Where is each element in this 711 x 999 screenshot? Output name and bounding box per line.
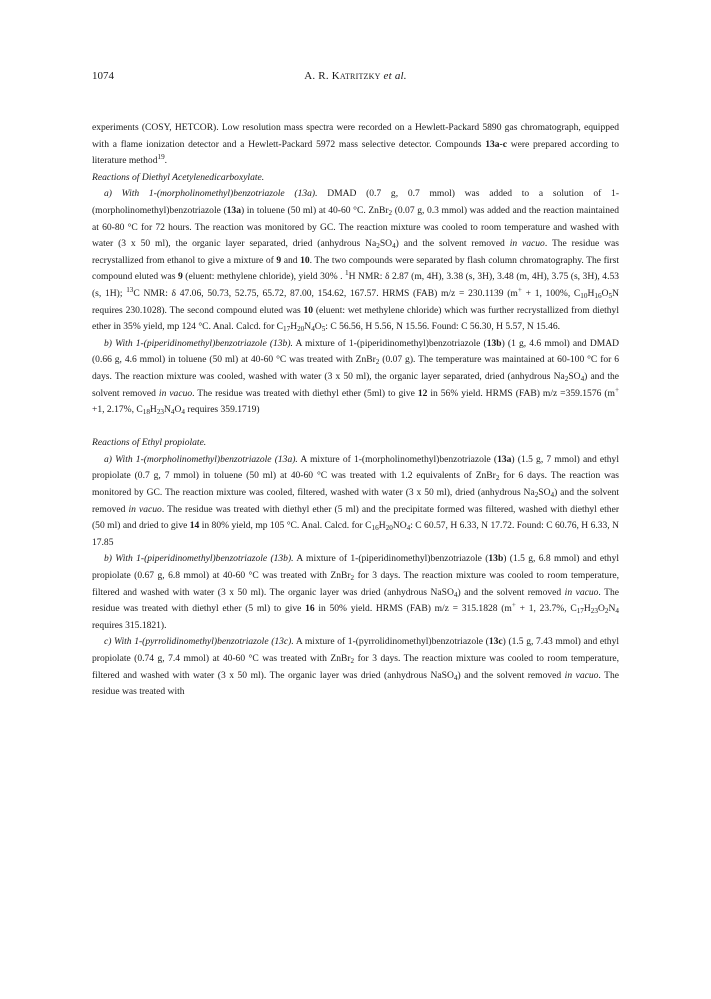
text-run: +1, 2.17%, C [92,404,143,416]
compound-number: 16 [305,603,315,615]
text-run: ) (1.5 g, 7 mmol) and ethyl propiolate (0.7 g, 7 mmol) in toluene (50 ml) at 40-60 °C was treated with 1.2 equivalents of ZnBr [92,453,619,482]
text-run: A mixture of 1-(piperidinomethyl)benzotriazole ( [293,553,489,565]
text-run: . The residue was recrystallized from ethanol to give a mixture of [92,238,619,266]
text-run: for 6 days. The reaction was monitored by GC. The reaction mixture was cooled, filtered, washed with water (3 x 50 ml), dried (anhydrous Na [92,470,619,499]
subscript: 2 [495,474,500,483]
compound-number: 13b [486,337,502,349]
text-run: ) (1.5 g, 7.43 mmol) and ethyl propiolate (0.74 g, 7.4 mmol) at 40-60 °C was treated with ZnBr [92,636,620,664]
text-run: A mixture of 1-(pyrrolidinomethyl)benzotriazole ( [293,636,489,648]
compound-number: 9 [276,254,282,266]
superscript: 19 [157,153,165,162]
text-run: H [587,287,595,299]
page-number: 1074 [92,70,114,82]
subscript: 23 [590,607,598,616]
superscript: + [517,285,522,294]
compound-number: 12 [417,387,428,399]
section-heading-ethyl-propiolate: Reactions of Ethyl propiolate. [92,437,207,449]
text-run: . [164,155,168,167]
subscript: 5 [321,325,326,334]
procedure-label: b) With 1-(piperidinomethyl)benzotriazole (13b). [104,553,294,565]
text-run: . The residue was treated with diethyl ether (5 ml) and the precipitate formed was filtered, washed with diethyl ether (50 ml) and dried to give [92,503,619,532]
text-run: + 1, 100%, C [521,287,581,299]
superscript: + [511,601,516,610]
text-run: requires 359.1719) [185,404,260,416]
text-run: . The residue was treated with diethyl ether (5 ml) to give [92,586,620,615]
text-run: : C 60.57, H 6.33, N 17.72. Found: C 60.76, H 6.33, N 17.85 [92,520,620,548]
text-run: ) (1 g, 4.6 mmol) and DMAD (0.66 g, 4.6 mmol) in toluene (50 ml) at 40-60 °C was treated with ZnBr [92,337,619,366]
text-run: NO [392,520,407,532]
text-run: (eluent: wet methylene chloride) which was further recrystallized from diethyl ether in 35% yield, mp 124 °C. Anal. Calcd. for C [92,304,619,333]
subscript: 4 [615,607,619,616]
text-run: H [583,603,591,615]
text-run: ) and the solvent removed [92,487,619,515]
subscript: 4 [550,491,555,500]
subscript: 17 [576,607,584,616]
subscript: 20 [297,325,305,334]
subscript: 16 [594,291,602,300]
procedure-label: a) With 1-(morpholinomethyl)benzotriazole (13a). [104,453,298,465]
article-body [92,120,619,701]
text-run: . The residue was treated with diethyl ether (5ml) to give [192,387,418,399]
text-run: in 56% yield. HRMS (FAB) m/z =359.1576 (m [427,387,615,399]
text-run: C NMR: δ 47.06, 50.73, 52.75, 65.72, 87.00, 154.62, 167.57. HRMS (FAB) m/z = 230.1139 (m [133,287,518,299]
text-run: H NMR: δ 2.87 (m, 4H), 3.38 (s, 3H), 3.48 (m, 4H), 3.75 (s, 3H), 4.53 (s, 1H); [92,271,619,299]
subscript: 2 [564,374,569,383]
procedure-dead-13b [92,336,619,419]
superscript: 13 [126,285,134,294]
text-run: + 1, 23.7%, C [515,603,577,615]
text-run: O [601,287,609,299]
subscript: 2 [350,657,355,665]
text-run: N requires 230.1028). The second compound eluted was [92,287,619,316]
page-header [92,70,619,86]
text-run: A mixture of 1-(piperidinomethyl)benzotriazole ( [292,337,487,349]
subscript: 4 [392,242,396,251]
text-run: and [281,254,301,266]
text-run: in 80% yield, mp 105 °C. Anal. Calcd. for C [199,520,372,532]
text-run: ) and the solvent removed [395,238,510,250]
text-run: for 3 days. The reaction mixture was cooled to room temperature, filtered and washed with water (3 x 50 ml). The organic layer was dried (anhydrous NaSO [92,570,619,598]
subscript: 4 [406,524,411,533]
subscript: 4 [580,374,585,383]
subscript: 18 [142,408,150,417]
procedure-dead-13a [92,186,619,335]
subscript: 4 [453,673,458,682]
text-run: (eluent: methylene chloride), yield 30% . [182,271,346,283]
author-et-al: et al. [383,70,407,82]
text-run: ) in toluene (50 ml) at 40-60 °C. ZnBr [240,204,389,216]
text-run: N [304,321,312,333]
text-run: requires 315.1821). [92,619,167,631]
author-name-caps: atritzky [339,70,381,82]
section-spacer [92,419,619,436]
text-run: : C 56.56, H 5.56, N 15.56. Found: C 56.30, H 5.57, N 15.46. [325,321,561,333]
text-run: ) and the solvent removed [457,586,565,598]
text-run: ) and the solvent removed [457,669,565,681]
italic-text: in vacuo [158,387,193,399]
procedure-label: c) With 1-(pyrrolidinomethyl)benzotriazole (13c). [104,636,294,648]
text-run: O [597,603,605,615]
text-run: SO [568,370,581,382]
text-run: . The residue was treated with [92,669,620,698]
superscript: 1 [345,269,349,278]
subscript: 10 [580,291,588,300]
procedure-propiolate-13a [92,452,619,552]
subscript: 2 [534,491,539,500]
subscript: 4 [453,590,458,599]
compound-number: 10 [300,254,310,266]
subscript: 4 [181,408,186,417]
italic-text: in vacuo [564,586,599,598]
italic-text: in vacuo [564,669,599,681]
text-run: O [174,404,182,416]
subscript: 20 [385,524,393,533]
compound-number: 13a-c [485,138,507,150]
text-run: ) (1.5 g, 6.8 mmol) and ethyl propiolate (0.67 g, 6.8 mmol) at 40-60 °C was treated with ZnBr [92,553,619,582]
compound-number: 13b [488,553,504,565]
text-run: for 3 days. The reaction mixture was cooled to room temperature, filtered and washed with water (3 x 50 ml). The organic layer was dried (anhydrous NaSO [92,653,619,681]
subscript: 2 [604,607,609,616]
italic-text: in vacuo [509,238,545,250]
compound-number: 10 [303,304,314,316]
subscript: 4 [170,408,175,417]
procedure-label: a) With 1-(morpholinomethyl)benzotriazole (13a). [104,188,318,200]
text-run: SO [538,487,551,499]
section-heading-dead: Reactions of Diethyl Acetylenedicarboxylate. [92,171,265,183]
procedure-propiolate-13c [92,634,619,700]
superscript: + [614,385,619,394]
compound-number: 13a [497,453,512,465]
text-run: H [378,520,386,532]
subscript: 17 [283,325,291,334]
running-head [92,70,619,82]
text-run: experiments (COSY, HETCOR). Low resolution mass spectra were recorded on a Hewlett-Packard 5890 gas chromatograph, equipped with a flame ionization detector and a Hewlett-Packard 5972 mass selective detector. Compounds [92,122,619,150]
subscript: 4 [311,325,315,334]
text-run: DMAD (0.7 g, 0.7 mmol) was added to a solution of 1-(morpholinomethyl)benzotriazole ( [92,188,619,216]
procedure-propiolate-13b [92,551,619,634]
compound-number: 14 [189,520,200,532]
compound-number: 13a [226,204,241,216]
text-run: N [164,404,171,416]
text-run: (0.07 g, 0.3 mmol) was added and the reaction maintained at 60-80 °C for 72 hours. The reaction was monitored by GC. The reaction mixture was cooled to room temperature and washed with water (3 x 50 ml), the organic layer separated, dried (anhydrous Na [92,204,619,250]
subscript: 5 [608,291,613,300]
text-run: O [314,321,322,333]
text-run: H [290,321,298,333]
text-run: H [149,404,157,416]
subscript: 23 [156,408,165,417]
text-run: ) and the solvent removed [92,370,619,399]
subscript: 2 [376,242,380,251]
text-run: in 50% yield. HRMS (FAB) m/z = 315.1828 (m [314,603,512,615]
text-run: (0.07 g). The temperature was maintained at 60-100 °C for 6 days. The reaction mixture was cooled, washed with water (3 x 50 ml), the organic layer separated, dried (anhydrous Na [92,354,619,382]
text-run: were prepared according to literature method [92,138,619,167]
author-name-initials: A. R. K [304,70,340,82]
compound-number: 9 [178,271,183,283]
procedure-label: b) With 1-(piperidinomethyl)benzotriazole (13b). [104,337,293,349]
text-run: N [608,603,616,615]
compound-number: 13c [488,636,503,648]
subscript: 2 [375,358,380,367]
subscript: 2 [350,574,355,583]
subscript: 2 [388,208,393,217]
italic-text: in vacuo [128,503,162,515]
text-run: . The two compounds were separated by flash column chromatography. The first compound eluted was [92,254,619,283]
text-run: A mixture of 1-(morpholinomethyl)benzotriazole ( [297,453,498,465]
subscript: 16 [371,524,379,533]
text-run: SO [379,238,393,250]
experimental-intro-paragraph [92,120,619,170]
